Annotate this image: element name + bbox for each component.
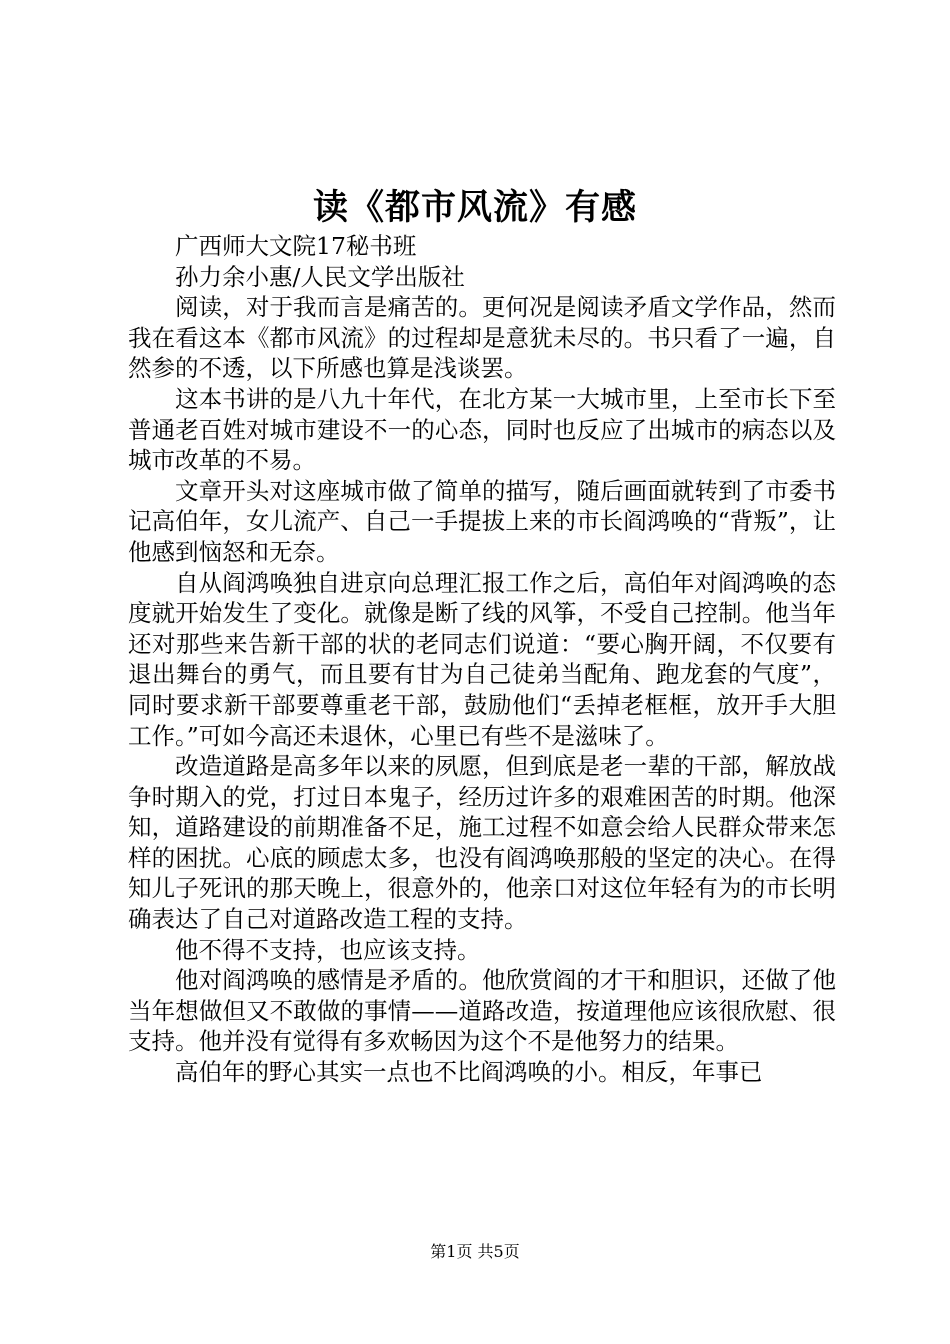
body-paragraph: 阅读，对于我而言是痛苦的。更何况是阅读矛盾文学作品，然而我在看这本《都市风流》的过程却是意犹未尽的。书只看了一遍，自然参的不透，以下所感也算是浅谈罢。 — [128, 293, 836, 383]
body-paragraph: 改造道路是高多年以来的夙愿，但到底是老一辈的干部，解放战争时期入的党，打过日本鬼子，经历过许多的艰难困苦的时期。他深知，道路建设的前期准备不足，施工过程不如意会给人民群众带来怎样的困扰。心底的顾虑太多，也没有阎鸿唤那般的坚定的决心。在得知儿子死讯的那天晚上，很意外的，他亲口对这位年轻有为的市长明确表达了自己对道路改造工程的支持。 — [128, 752, 836, 934]
document-body — [128, 231, 836, 1088]
body-paragraph: 这本书讲的是八九十年代，在北方某一大城市里，上至市长下至普通老百姓对城市建设不一的心态，同时也反应了出城市的病态以及城市改革的不易。 — [128, 384, 836, 475]
author-class-line: 广西师大文院17秘书班 — [175, 232, 417, 260]
body-paragraph: 他对阎鸿唤的感情是矛盾的。他欣赏阎的才干和胆识，还做了他当年想做但又不敢做的事情——道路改造，按道理他应该很欣慰、很支持。他并没有觉得有多欢畅因为这个不是他努力的结果。 — [128, 966, 836, 1056]
book-author-publisher-line: 孙力余小惠/人民文学出版社 — [175, 262, 465, 291]
body-paragraph: 他不得不支持，也应该支持。 — [175, 935, 481, 964]
body-paragraph: 自从阎鸿唤独自进京向总理汇报工作之后，高伯年对阎鸿唤的态度就开始发生了变化。就像是断了线的风筝，不受自己控制。他当年还对那些来告新干部的状的老同志们说道：“要心胸开阔，不仅要有退出舞台的勇气，而且要有甘为自己徒弟当配角、跑龙套的气度”，同时要求新干部要尊重老干部，鼓励他们“丢掉老框框，放开手大胆工作。”可如今高还未退休，心里已有些不是滋味了。 — [128, 568, 836, 750]
page-number-footer: 第1页 共5页 — [430, 1242, 520, 1261]
document-title: 读《都市风流》有感 — [312, 187, 637, 228]
body-paragraph: 高伯年的野心其实一点也不比阎鸿唤的小。相反，年事已 — [175, 1058, 763, 1087]
body-paragraph: 文章开头对这座城市做了简单的描写，随后画面就转到了市委书记高伯年，女儿流产、自己一手提拔上来的市长阎鸿唤的“背叛”，让他感到恼怒和无奈。 — [128, 476, 836, 566]
